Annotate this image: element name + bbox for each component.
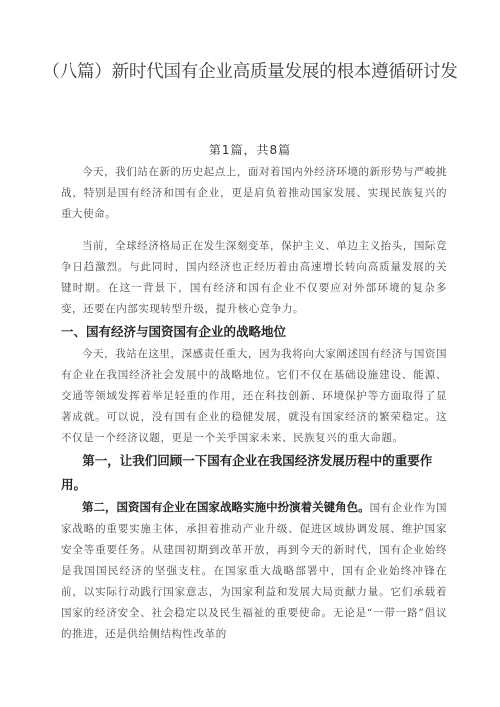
paragraph-second-point [61, 497, 447, 645]
document-body [61, 162, 447, 645]
document-title: （八篇）新时代国有企业高质量发展的根本遵循研讨发 [42, 62, 458, 82]
paragraph-background: 当前，全球经济格局正在发生深刻变革，保护主义、单边主义抬头，国际竞争日趋激烈。与此同时，国内经济也正经历着由高速增长转向高质量发展的关键时期。在这一背景下，国有经济和国有企业不仅要应对外部环境的复杂多变，还要在内部实现转型升级，提升核心竞争力。 [61, 240, 447, 315]
paragraph-strategic-position: 今天，我站在这里，深感责任重大，因为我将向大家阐述国有经济与国资国有企业在我国经济社会发展中的战略地位。它们不仅在基础设施建设、能源、交通等领域发挥着举足轻重的作用，还在科技创新、环境保护等方面取得了显著成就。可以说，没有国有企业的稳健发展，就没有国家经济的繁荣稳定。这不仅是一个经济议题，更是一个关乎国家未来、民族复兴的重大命题。 [61, 348, 447, 444]
paragraph-intro: 今天，我们站在新的历史起点上，面对着国内外经济环境的新形势与严峻挑战，特别是国有经济和国有企业，更是肩负着推动国家发展、实现民族复兴的重大使命。 [61, 166, 447, 220]
heading-strategic-position: 一、国有经济与国资国有企业的战略地位 [61, 324, 287, 339]
second-point-lead: 第二，国资国有企业在国家战略实施中扮演着关键角色。 [82, 500, 370, 514]
section-label: 第1篇，共8篇 [208, 143, 292, 157]
second-point-body: 国有企业作为国家战略的重要实施主体，承担着推动产业升级、促进区域协调发展、维护国家安全等重要任务。从建国初期到改革开放，再到今天的新时代，国有企业始终是我国国民经济的坚强支柱。在国家重大战略部署中，国有企业始终冲锋在前，以实际行动践行国家意志，为国家利益和发展大局贡献力量。它们承载着国家的经济安全、社会稳定以及民生福祉的重要使命。无论是“一带一路”倡议的推进，还是供给侧结构性改革的 [61, 502, 448, 640]
heading-first-point: 第一，让我们回顾一下国有企业在我国经济发展历程中的重要作用。 [61, 453, 433, 492]
